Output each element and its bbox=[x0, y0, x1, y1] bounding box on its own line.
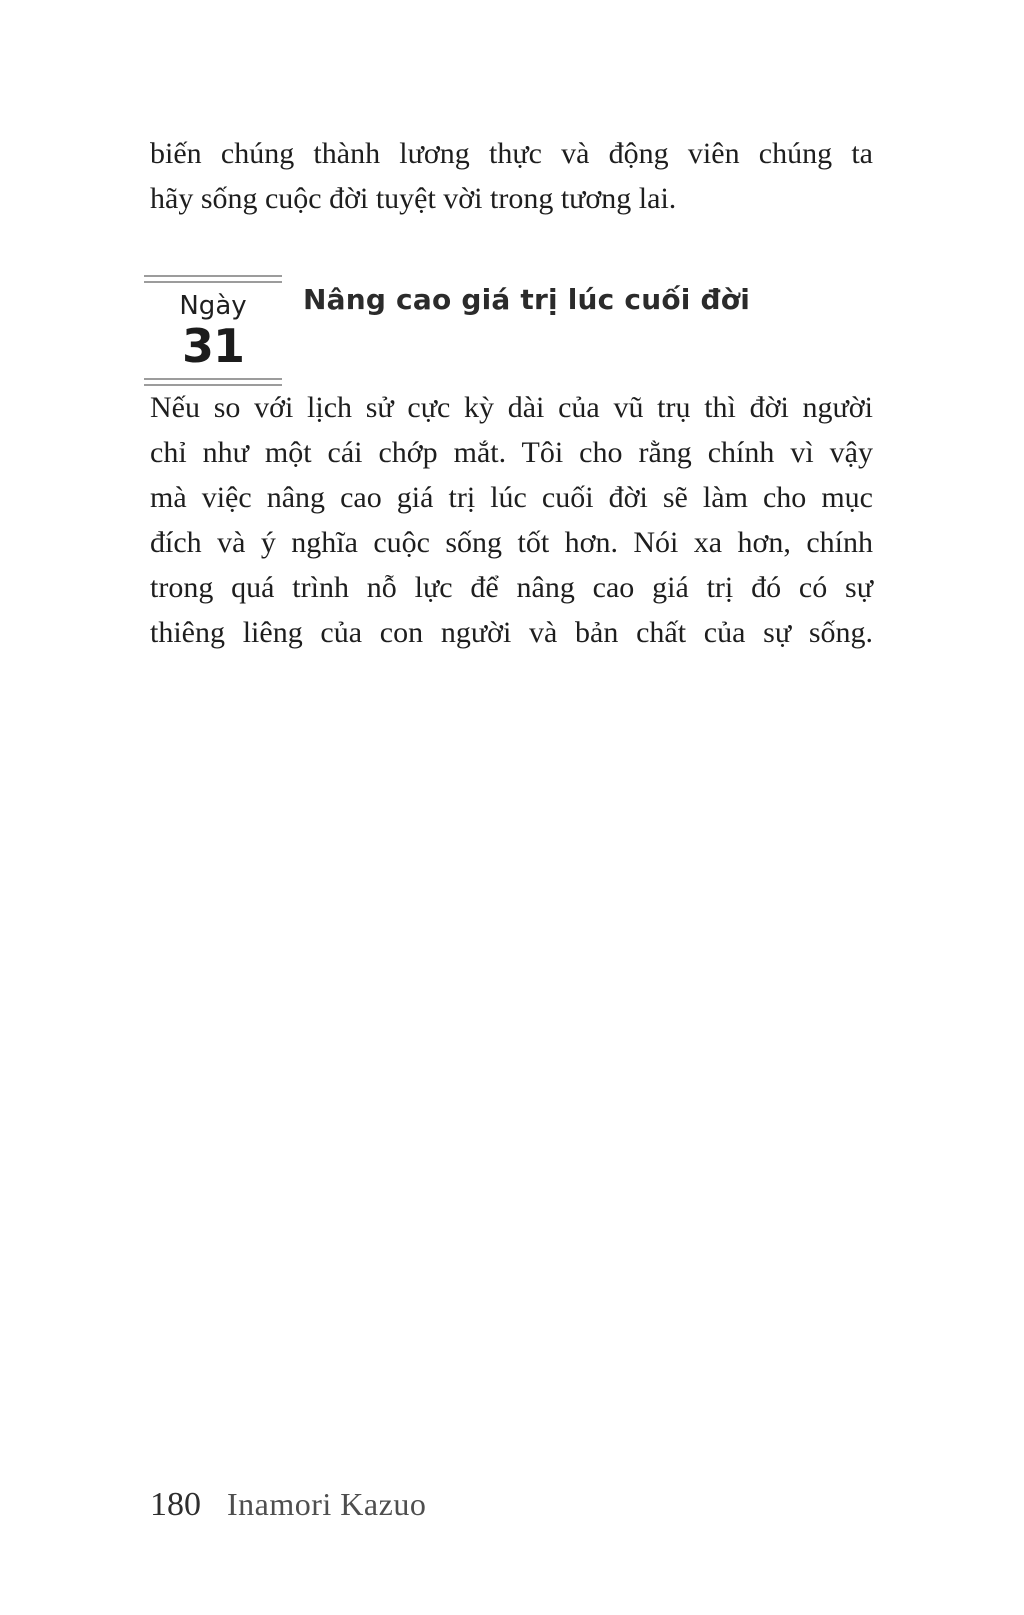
body-paragraph bbox=[150, 385, 873, 655]
day-label: Ngày bbox=[179, 291, 247, 321]
day-marker-top-rule bbox=[144, 275, 282, 283]
text-line: thiêng liêng của con người và bản chất của sự sống. bbox=[150, 616, 873, 649]
intro-paragraph bbox=[150, 131, 873, 221]
page-number: 180 bbox=[150, 1486, 201, 1523]
text-line: Nếu so với lịch sử cực kỳ dài của vũ trụ thì đời người bbox=[150, 391, 873, 424]
day-number: 31 bbox=[181, 319, 244, 373]
text-line: biến chúng thành lương thực và động viên chúng ta bbox=[150, 137, 873, 170]
day-marker bbox=[144, 275, 282, 386]
page-footer bbox=[150, 1484, 426, 1525]
text-line: hãy sống cuộc đời tuyệt vời trong tương lai. bbox=[150, 182, 677, 215]
section-heading: Nâng cao giá trị lúc cuối đời bbox=[303, 283, 751, 316]
text-line: chỉ như một cái chớp mắt. Tôi cho rằng chính vì vậy bbox=[150, 436, 873, 469]
text-line: đích và ý nghĩa cuộc sống tốt hơn. Nói xa hơn, chính bbox=[150, 526, 873, 559]
text-line: mà việc nâng cao giá trị lúc cuối đời sẽ làm cho mục bbox=[150, 481, 873, 514]
text-line: trong quá trình nỗ lực để nâng cao giá trị đó có sự bbox=[150, 571, 873, 604]
running-title: Inamori Kazuo bbox=[227, 1486, 427, 1522]
